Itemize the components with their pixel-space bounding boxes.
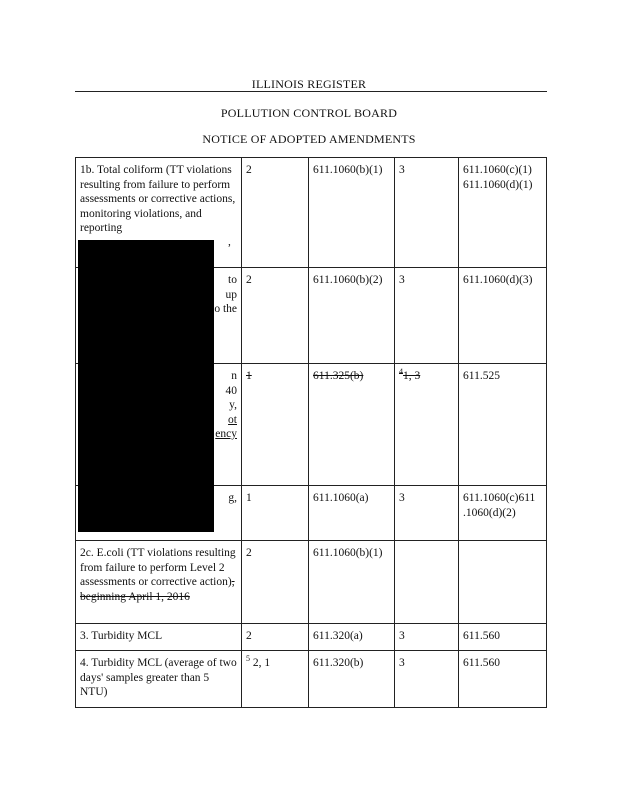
violation-fragment: to <box>228 274 237 286</box>
tier-cell: 2 <box>242 268 309 364</box>
section-cell: 611.325(b) <box>309 364 395 486</box>
footnote-marker: 5 <box>246 654 250 664</box>
violation-fragment: ency <box>215 428 237 440</box>
notice-section-cell <box>459 158 547 268</box>
notice-section-cell: 611.560 <box>459 651 547 708</box>
tier-cell-2: 3 <box>395 158 459 268</box>
section-cell: 611.320(a) <box>309 624 395 651</box>
tier-cell: 2 <box>242 158 309 268</box>
violation-text-tail: , <box>228 236 231 248</box>
footnote-marker: 4 <box>399 367 403 377</box>
violation-cell <box>76 541 242 624</box>
tier-cell-2: 3 <box>395 651 459 708</box>
violation-fragment: y, <box>229 399 237 411</box>
tier-cell-2 <box>395 364 459 486</box>
violation-cell: 3. Turbidity MCL <box>76 624 242 651</box>
notice-section-cell: 611.1060(d)(3) <box>459 268 547 364</box>
board-title: POLLUTION CONTROL BOARD <box>220 106 398 120</box>
redaction-block <box>78 240 214 532</box>
notice-section-line: 611.1060(c)(1) <box>463 164 532 176</box>
tier-cell: 1 <box>242 486 309 541</box>
table-row <box>76 651 547 708</box>
tier-cell: 2 <box>242 624 309 651</box>
violation-text-deleted: , beginning April 1, 2016 <box>80 576 235 603</box>
tier-cell: 2 <box>242 541 309 624</box>
notice-section-cell: 611.525 <box>459 364 547 486</box>
section-cell: 611.1060(b)(1) <box>309 541 395 624</box>
violation-fragment: o the <box>214 303 237 315</box>
register-title: ILLINOIS REGISTER <box>251 77 367 91</box>
notice-section-cell: 611.560 <box>459 624 547 651</box>
header-divider <box>75 91 547 92</box>
section-cell: 611.1060(a) <box>309 486 395 541</box>
violation-cell: 4. Turbidity MCL (average of two days' samples greater than 5 NTU) <box>76 651 242 708</box>
tier-value: 2, 1 <box>252 657 271 669</box>
notice-section-line: .1060(d)(2) <box>463 506 516 519</box>
tier-cell-2: 3 <box>395 624 459 651</box>
section-cell: 611.1060(b)(1) <box>309 158 395 268</box>
violation-fragment: g, <box>228 492 237 504</box>
notice-section-cell <box>459 486 547 541</box>
tier-cell <box>242 651 309 708</box>
tier-cell-2 <box>395 541 459 624</box>
tier-cell: 1 <box>242 364 309 486</box>
notice-section-cell <box>459 541 547 624</box>
violation-fragment: 40 <box>225 384 237 397</box>
violation-text: 2c. E.coli (TT violations resulting from failure to perform Level 2 assessments or corrective action) <box>80 547 236 588</box>
notice-section-line: 611.1060(d)(1) <box>463 178 533 191</box>
table-row <box>76 541 547 624</box>
notice-section-line: 611.1060(c)611 <box>463 492 536 504</box>
tier-value: 1, 3 <box>403 370 421 382</box>
notice-title: NOTICE OF ADOPTED AMENDMENTS <box>202 132 416 146</box>
table-row <box>76 624 547 651</box>
section-cell: 611.320(b) <box>309 651 395 708</box>
violation-text: 1b. Total coliform (TT violations resulting from failure to perform assessments or corrective actions, monitoring violations, and reporting <box>80 164 236 234</box>
violation-fragment: up <box>225 288 237 301</box>
violation-fragment: ot <box>228 413 237 426</box>
tier-cell-2: 3 <box>395 268 459 364</box>
violation-fragment: n <box>231 370 237 382</box>
section-cell: 611.1060(b)(2) <box>309 268 395 364</box>
tier-cell-2: 3 <box>395 486 459 541</box>
